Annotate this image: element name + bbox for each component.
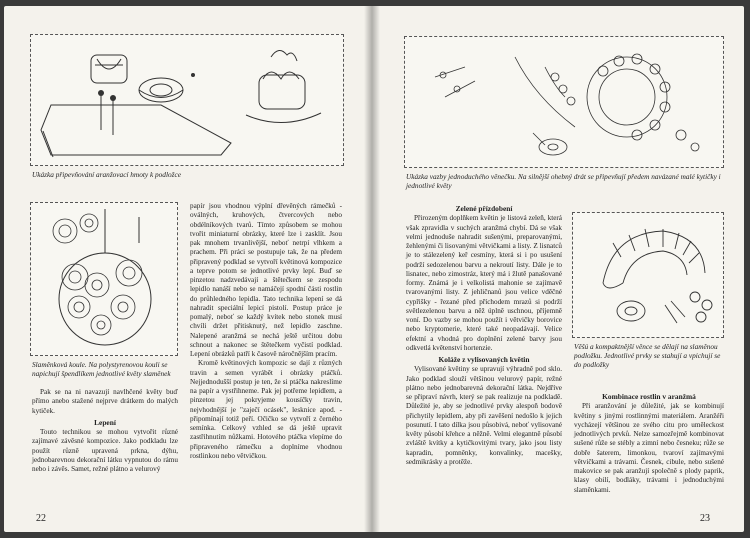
page-number-right: 23 <box>700 513 710 524</box>
right-column-1 <box>406 202 562 467</box>
figure-straw-wreath <box>572 212 724 338</box>
illustration-straw-wreath <box>573 213 723 337</box>
paragraph: Při aranžování je důležité, jak se kombinují květiny s jinými rostlinnými materiálem. Aranžéři vycházejí většinou ze svého citu pro uměleckost jednotlivých prvků. Nelze samozřejmě kombinovat sušené růže se stébly a zimní nebo česneku; růže se dobře šaterem, limonkou, tvaroví zajímavými větvičkami a trávami. Česnek, cibule, nebo sušené makovice se pak aranžují společně s plody paprik, klasy obilí, bodláky, trávami i jednoduchými slaměnkami. <box>574 402 724 494</box>
paragraph: papír jsou vhodnou výplní dřevěných rámečků - oválných, kruhových, čtvercových nebo obdélníkových tvarů. Tímto způsobem se mohou tvořit miniaturní obrázky, které lze i zasklít. Jsou pak mnohem trvanlivější, neboť netrpí vlhkem a prachem. Při práci se postupuje tak, že na předem připravený podklad se vytvoří květinová kompozice a teprve potom se jednotlivé prvky lepí. Buď se pinzetou nadzvedávají a štětečkem se zespodu lepidlo nanáší nebo se namáčejí spodní části rostlin do průhledného lepidla. Tato technika lepení se dá nahradit speciální lepicí pistolí. Postup práce je pomalý, neboť se každý kvítek nebo stonek musí chvíli držet přitisknutý, než lepidlo zaschne. Nalepené aranžmá se nechá ještě určitou dobu schnout a nakonec se štětečkem vyčistí podklad. Lepení obrázků patří k časově náročnějším pracím. <box>190 202 342 358</box>
illustration-foam-board <box>31 35 343 165</box>
left-column-1 <box>32 388 178 474</box>
illustration-flower-ball <box>31 203 177 355</box>
page-number-left: 22 <box>36 513 46 524</box>
right-column-2 <box>574 390 724 495</box>
paragraph: Přirozeným doplňkem květin je listová zeleň, která však zpravidla v suchých aranžmá chybí. Dá se však velmi jednoduše nahradit sušenými, preparovanými, žehlenými či lisovanými větvičkami a listy. Z lisnatců je to stálezelený keř cesmíny, která si i po usušení podrží sedozelenou barvu a nekroutí listy. Dále je to lisnatec, nebo zimostráz, který má i žlutě panašované formy. Známá je i velkolistá mahonie se zajímavě tvarovanými listy. Z jehličnanů jsou velice vděčné cypřišky - řezané před příchodem mrazů si podrží světlezelenou barvu a něž úplně uschnou, příjemně voní. Do vazby se mohou použít i větvičky borovice nebo kryptomerie, které také neopadávají. Velice efektní a vhodná pro doplnění zelené barvy jsou odkvetlá květenství hortenzie. <box>406 214 562 352</box>
paragraph: Kromě květinových kompozic se dají z různých travin a semen vyrábět i obrázky ptáčků. Nejjednodušší postup je ten, že si ptáčka nakreslíme na papír a vystřihneme. Pak jej potřeme lepidlem, a pinzetou jej pokryjeme kousíčky travin, nejvhodnější je "zaječí ocásek", lesknice apod. - připomínají totiž peří. Očičko se vytvoří z černého semínka. Celkový vzhled se dá ještě upravit zastřihnutím nůžkami. Hotového ptáčka vlepíme do připraveného rámečku a doplníme vhodnou rostlinkou nebo větvičkou. <box>190 359 342 460</box>
right-page <box>372 6 744 532</box>
paragraph: Touto technikou se mohou vytvořit různé zajímavé závěsné kompozice. Jako podkladu lze použít různě upravená prkna, dýhu, jednobarevnou dekorační látku vypnutou do rámu nebo i závěs. Samet, režné plátno a velurový <box>32 428 178 473</box>
figure2-caption: Slaměnková koule. Na polystyrenovou kouli se napichují špendlíkem jednotlivé květy slaměnek <box>32 360 171 378</box>
paragraph: Vylisované květiny se upravují výhradně pod sklo. Jako podklad slouží většinou velurový papír, režné plátno nebo jednobarevná dekorační látka. Nejdříve se připraví návrh, který se pak realizuje na podkladě. Důležité je, aby se jednotlivé prvky alespoň bodově přichytily lepidlem, aby při zavěšení nedošlo k jejich posunutí. I tato dílka jsou působivá, neboť vylisované květy působí křehce a něžně. Velmi elegantně působí zvláště kvítky a kytičkovitými tvary, jako jsou listy kapradin, pomněnky, konvalinky, macešky, sedmikrásky a protěže. <box>406 365 562 466</box>
left-column-2 <box>190 202 342 461</box>
figure1-caption: Ukázka vazby jednoduchého věnečku. Na silnější ohebný drát se připevňují předem navázané malé kytičky i jednotlivé květy <box>406 172 721 190</box>
section-heading-koláže: Koláže z vylisovaných květin <box>438 355 530 364</box>
left-page <box>4 6 372 532</box>
section-heading-zelene: Zelené přízdobení <box>455 204 513 213</box>
figure1-caption: Ukázka připevňování aranžovací hmoty k podložce <box>32 170 181 179</box>
figure2-caption: Věšú a kompaktnější věnce se dělají na slaměnou podložku. Jednotlivé prvky se stahují a vpichují se do podložky <box>574 342 721 369</box>
figure-straw-flower-ball <box>30 202 178 356</box>
paragraph: Pak se na ni navazují navlhčené květy buď přímo anebo stažené nejprve drátkem do malých kytiček. <box>32 388 178 415</box>
section-heading-lepeni: Lepení <box>94 417 116 427</box>
book-gutter <box>364 6 380 532</box>
section-heading-kombinace: Kombinace rostlin v aranžmá <box>602 392 696 401</box>
illustration-wreath-wire <box>405 37 723 167</box>
figure-foam-attachment <box>30 34 344 166</box>
figure-wreath-binding <box>404 36 724 168</box>
